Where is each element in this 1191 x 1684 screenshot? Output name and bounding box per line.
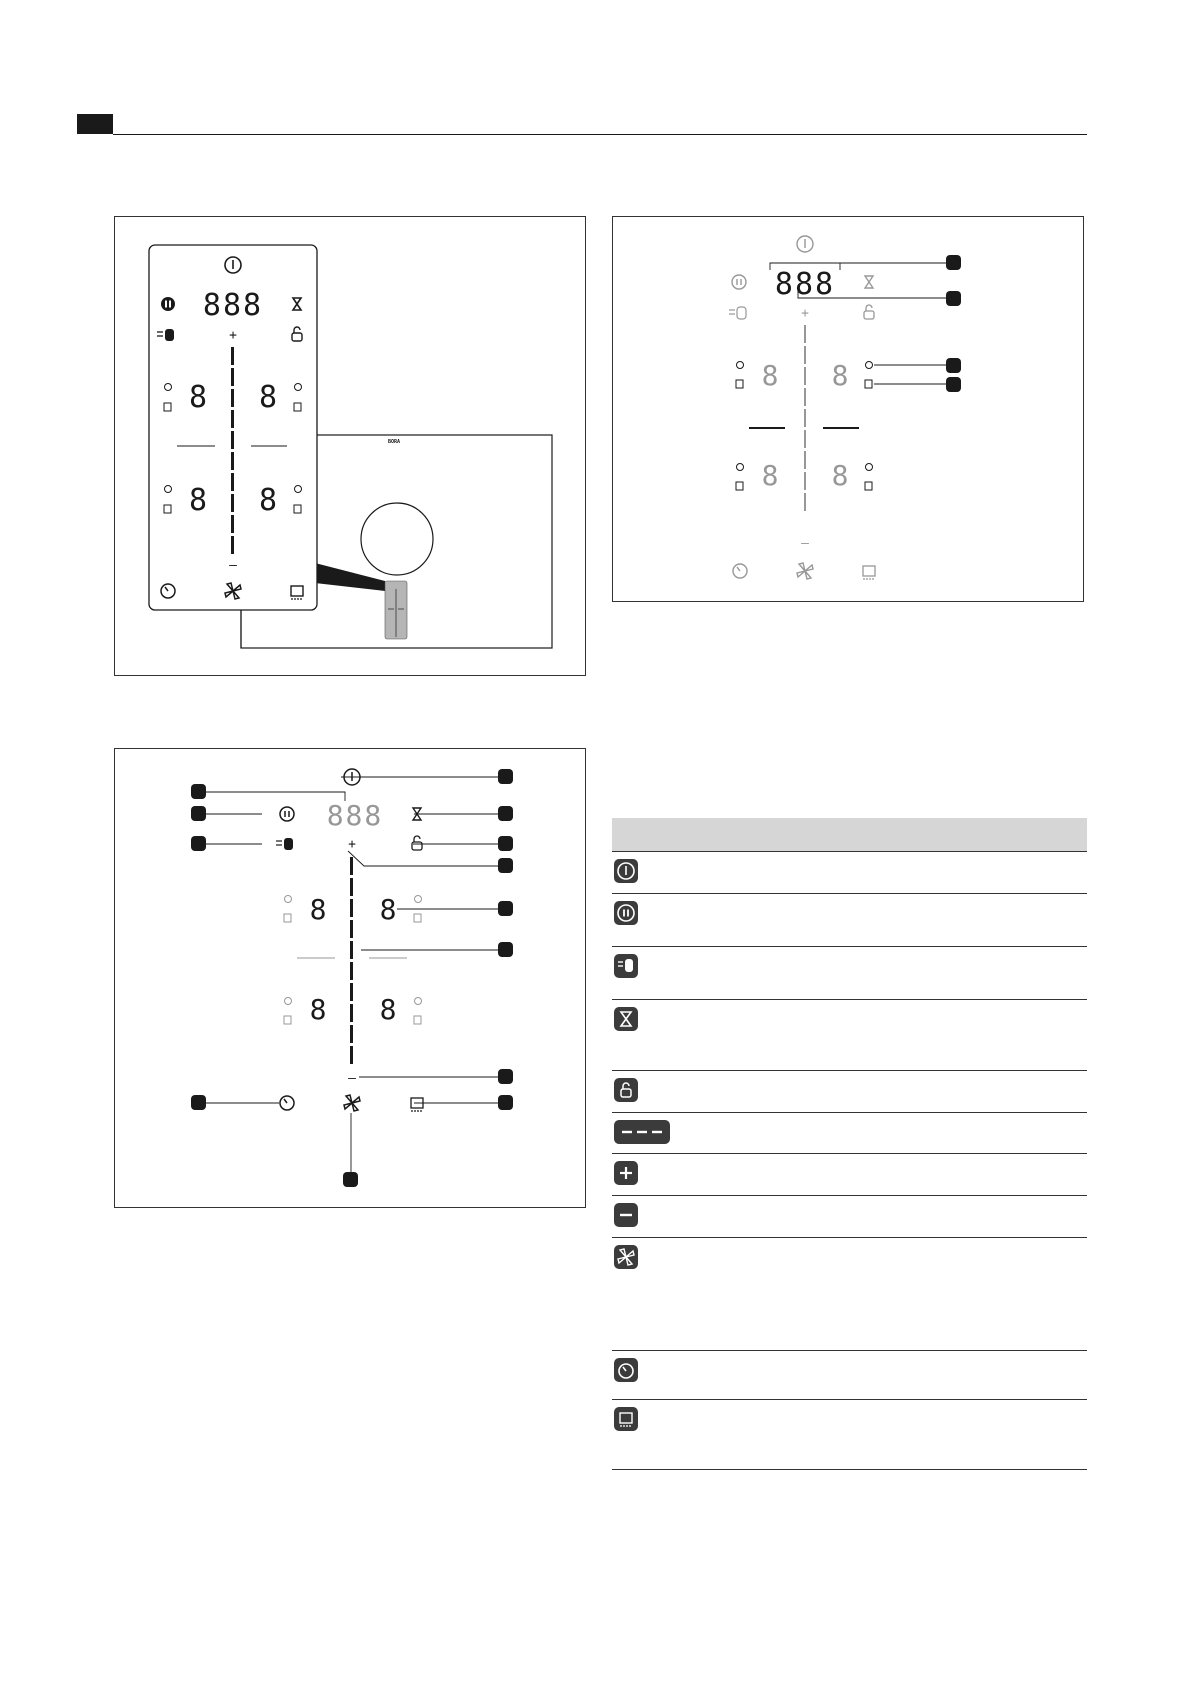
plus-symbol: + — [348, 837, 356, 852]
minus-symbol: – — [229, 558, 237, 573]
pause-icon — [161, 297, 175, 311]
callout-marker — [191, 836, 206, 851]
callout-marker — [191, 806, 206, 821]
callout-marker — [498, 1095, 513, 1110]
timer-icon — [733, 564, 747, 578]
legend-header-row — [612, 818, 1087, 852]
power-icon — [797, 236, 813, 252]
callout-marker — [946, 291, 961, 306]
legend-row-timer — [612, 1351, 1087, 1400]
wipe-protection-icon — [276, 838, 293, 850]
zone-digit-front-left: 8 — [309, 893, 327, 926]
fan-icon — [797, 563, 813, 579]
slider-bar — [804, 325, 806, 511]
cooking-zone-circle — [361, 503, 433, 575]
lock-icon — [614, 1078, 638, 1102]
symbol-legend-table — [612, 818, 1087, 1470]
legend-row-minus — [612, 1196, 1087, 1238]
callout-marker — [498, 769, 513, 784]
callout-marker — [498, 942, 513, 957]
zone-digit-rear-right: 8 — [379, 993, 397, 1026]
zone-digit-front-right: 8 — [379, 893, 397, 926]
fan-icon — [344, 1095, 360, 1111]
figure-1-svg — [115, 217, 585, 675]
figure-control-panel-overview — [114, 216, 586, 676]
zone-digit-rear-left: 8 — [761, 459, 779, 492]
callout-marker — [498, 836, 513, 851]
minus-symbol: – — [348, 1071, 356, 1086]
callout-marker — [498, 1069, 513, 1084]
callout-marker — [498, 858, 513, 873]
zone-digit-rear-left: 8 — [309, 993, 327, 1026]
callout-marker — [498, 806, 513, 821]
filter-icon — [863, 566, 875, 579]
minus-icon — [614, 1203, 638, 1227]
legend-row-lock — [612, 1071, 1087, 1113]
legend-row-hourglass — [612, 1000, 1087, 1071]
minus-symbol: – — [801, 536, 809, 551]
lock-icon — [864, 305, 874, 319]
timer-icon — [614, 1358, 638, 1382]
wipe-protection-icon — [729, 307, 746, 319]
figure-3-svg — [115, 749, 585, 1207]
timer-digits: 888 — [774, 267, 836, 302]
slider-bar — [350, 857, 353, 1064]
filter-icon — [614, 1407, 638, 1431]
timer-digits: 888 — [326, 799, 384, 832]
legend-row-filter — [612, 1400, 1087, 1470]
legend-row-fan — [612, 1238, 1087, 1351]
lock-icon — [412, 836, 422, 850]
callout-marker — [946, 377, 961, 392]
power-icon — [614, 859, 638, 883]
brand-mark: BORA — [388, 439, 401, 445]
zone-digit-rear-right: 8 — [258, 483, 278, 518]
callout-marker — [946, 358, 961, 373]
legend-row-plus — [612, 1154, 1087, 1196]
zone-digit-rear-left: 8 — [188, 483, 208, 518]
zone-digit-rear-right: 8 — [831, 459, 849, 492]
header-rule — [113, 134, 1087, 135]
zone-digit-front-left: 8 — [761, 359, 779, 392]
legend-row-wipe-protection — [612, 947, 1087, 1000]
callout-marker — [498, 901, 513, 916]
legend-row-pause — [612, 894, 1087, 947]
pause-icon — [280, 807, 294, 821]
timer-icon — [280, 1096, 294, 1110]
callout-marker — [191, 784, 206, 799]
plus-symbol: + — [801, 306, 809, 321]
figure-labelled-control-panel — [114, 748, 586, 1208]
zone-digit-front-right: 8 — [831, 359, 849, 392]
section-tab-marker — [77, 114, 113, 134]
callout-marker — [191, 1095, 206, 1110]
wipe-protection-icon — [614, 954, 638, 978]
hourglass-icon — [614, 1007, 638, 1031]
figure-2-svg — [613, 217, 1083, 601]
legend-row-power — [612, 852, 1087, 894]
timer-digits: 888 — [202, 288, 264, 323]
zone-digit-front-left: 8 — [188, 380, 208, 415]
filter-icon — [411, 1098, 423, 1111]
legend-row-dash-bar — [612, 1113, 1087, 1154]
callout-marker — [343, 1172, 358, 1187]
hourglass-icon — [865, 276, 873, 288]
pause-icon — [614, 901, 638, 925]
figure-display-detail — [612, 216, 1084, 602]
fan-icon — [614, 1245, 638, 1269]
plus-icon — [614, 1161, 638, 1185]
pause-icon — [732, 275, 746, 289]
zone-digit-front-right: 8 — [258, 380, 278, 415]
plus-symbol: + — [229, 328, 237, 343]
callout-marker — [946, 255, 961, 270]
dash-bar-icon — [614, 1120, 670, 1144]
